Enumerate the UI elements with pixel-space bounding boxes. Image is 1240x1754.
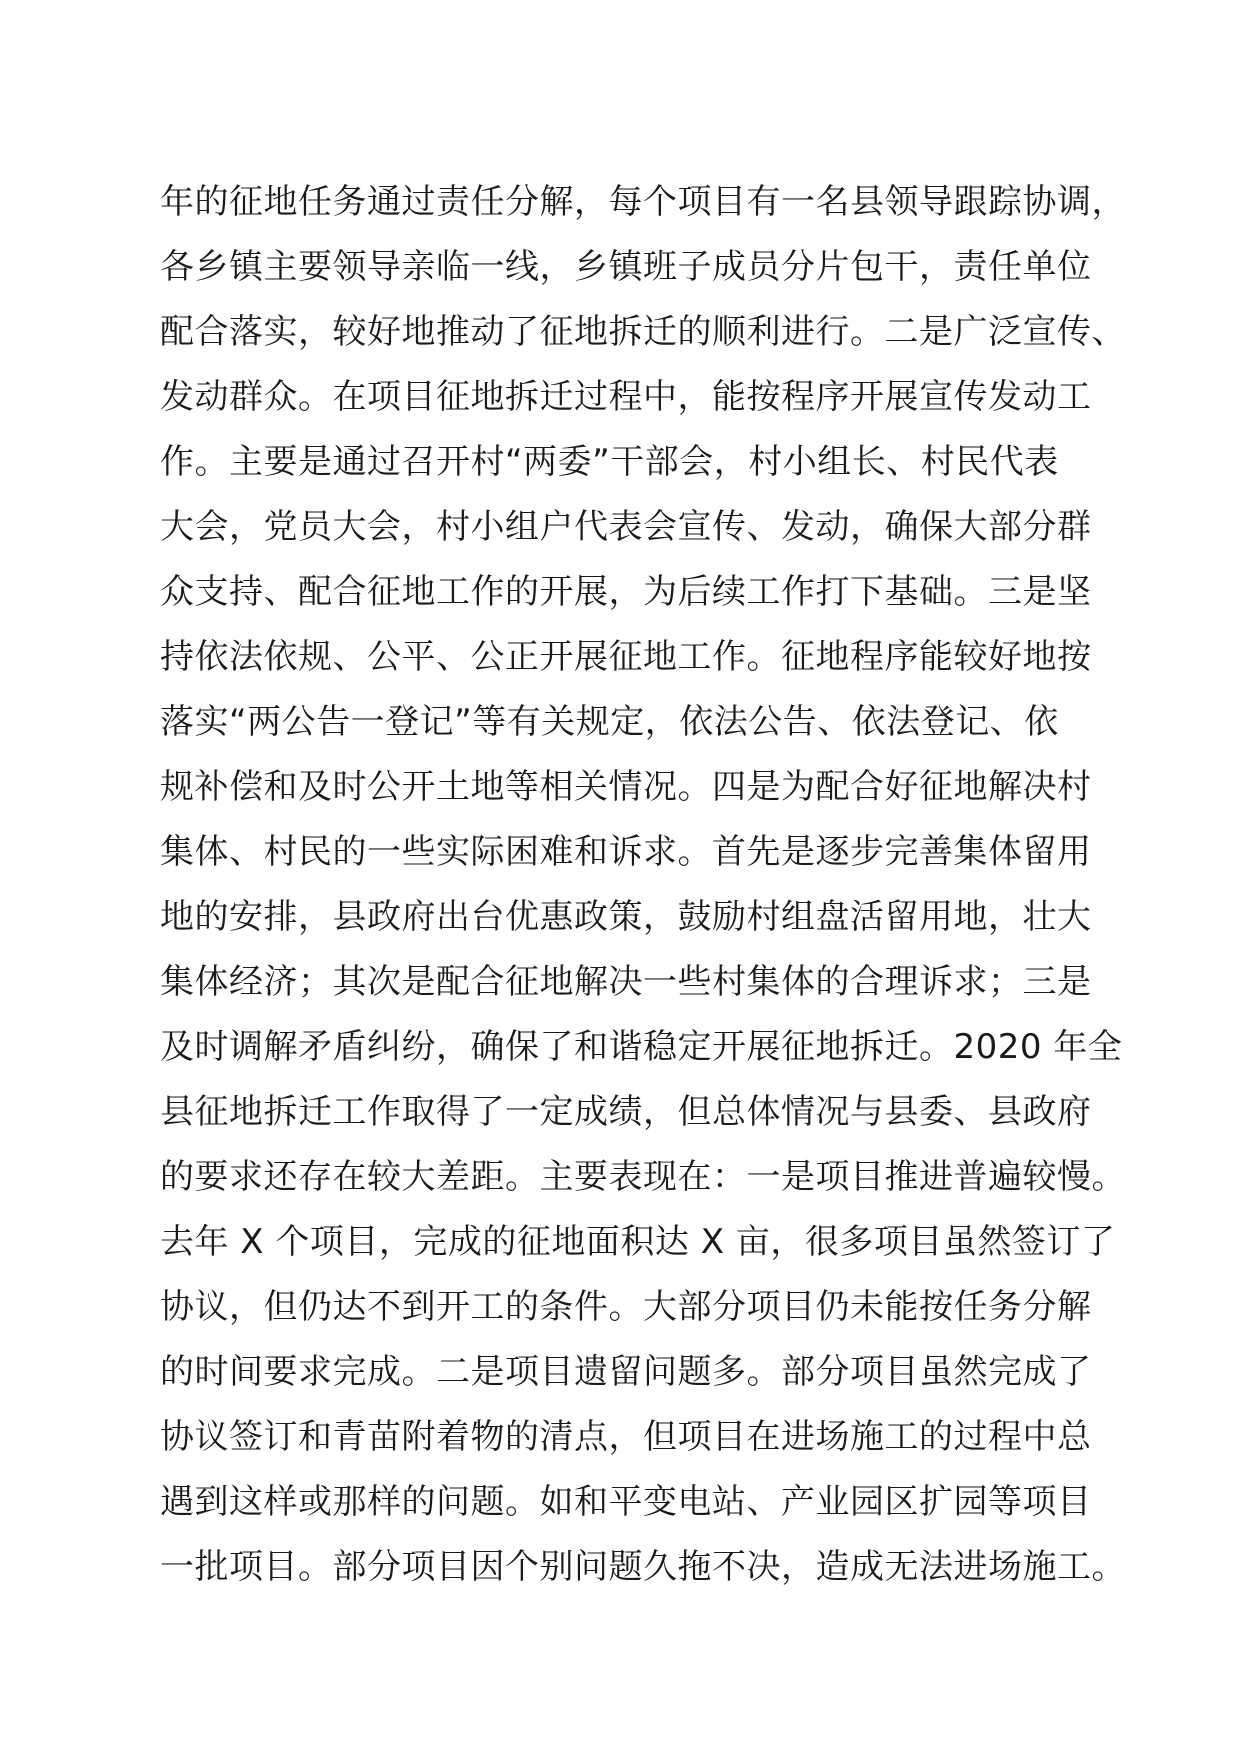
text-line: 作。主要是通过召开村“两委”干部会，村小组长、村民代表 [160,442,1059,482]
text-line: 集体经济；其次是配合征地解决一些村集体的合理诉求；三是 [160,962,1092,1002]
text-line: 地的安排，县政府出台优惠政策，鼓励村组盘活留用地，壮大 [160,897,1092,937]
text-line: 配合落实，较好地推动了征地拆迁的顺利进行。二是广泛宣传、 [160,312,1126,352]
text-line: 县征地拆迁工作取得了一定成绩，但总体情况与县委、县政府 [160,1092,1092,1132]
text-line: 的要求还存在较大差距。主要表现在：一是项目推进普遍较慢。 [160,1157,1126,1197]
text-line: 各乡镇主要领导亲临一线，乡镇班子成员分片包干，责任单位 [160,247,1092,287]
text-line: 协议签订和青苗附着物的清点，但项目在进场施工的过程中总 [160,1417,1092,1457]
text-line: 协议，但仍达不到开工的条件。大部分项目仍未能按任务分解 [160,1287,1092,1327]
text-line: 集体、村民的一些实际困难和诉求。首先是逐步完善集体留用 [160,832,1092,872]
text-line: 发动群众。在项目征地拆迁过程中，能按程序开展宣传发动工 [160,377,1092,417]
text-line: 大会，党员大会，村小组户代表会宣传、发动，确保大部分群 [160,507,1092,547]
body-paragraph [160,170,1126,1600]
text-line: 持依法依规、公平、公正开展征地工作。征地程序能较好地按 [160,637,1092,677]
text-line: 及时调解矛盾纠纷，确保了和谐稳定开展征地拆迁。2020 年全 [160,1027,1123,1067]
text-line: 规补偿和及时公开土地等相关情况。四是为配合好征地解决村 [160,767,1092,807]
text-line: 的时间要求完成。二是项目遗留问题多。部分项目虽然完成了 [160,1352,1092,1392]
text-line: 去年 X 个项目，完成的征地面积达 X 亩，很多项目虽然签订了 [160,1222,1116,1262]
text-line: 遇到这样或那样的问题。如和平变电站、产业园区扩园等项目 [160,1482,1092,1522]
text-line: 一批项目。部分项目因个别问题久拖不决，造成无法进场施工。 [160,1547,1126,1587]
text-line: 落实“两公告一登记”等有关规定，依法公告、依法登记、依 [160,702,1059,742]
text-line: 众支持、配合征地工作的开展，为后续工作打下基础。三是坚 [160,572,1092,612]
text-line: 年的征地任务通过责任分解，每个项目有一名县领导跟踪协调， [160,182,1126,222]
